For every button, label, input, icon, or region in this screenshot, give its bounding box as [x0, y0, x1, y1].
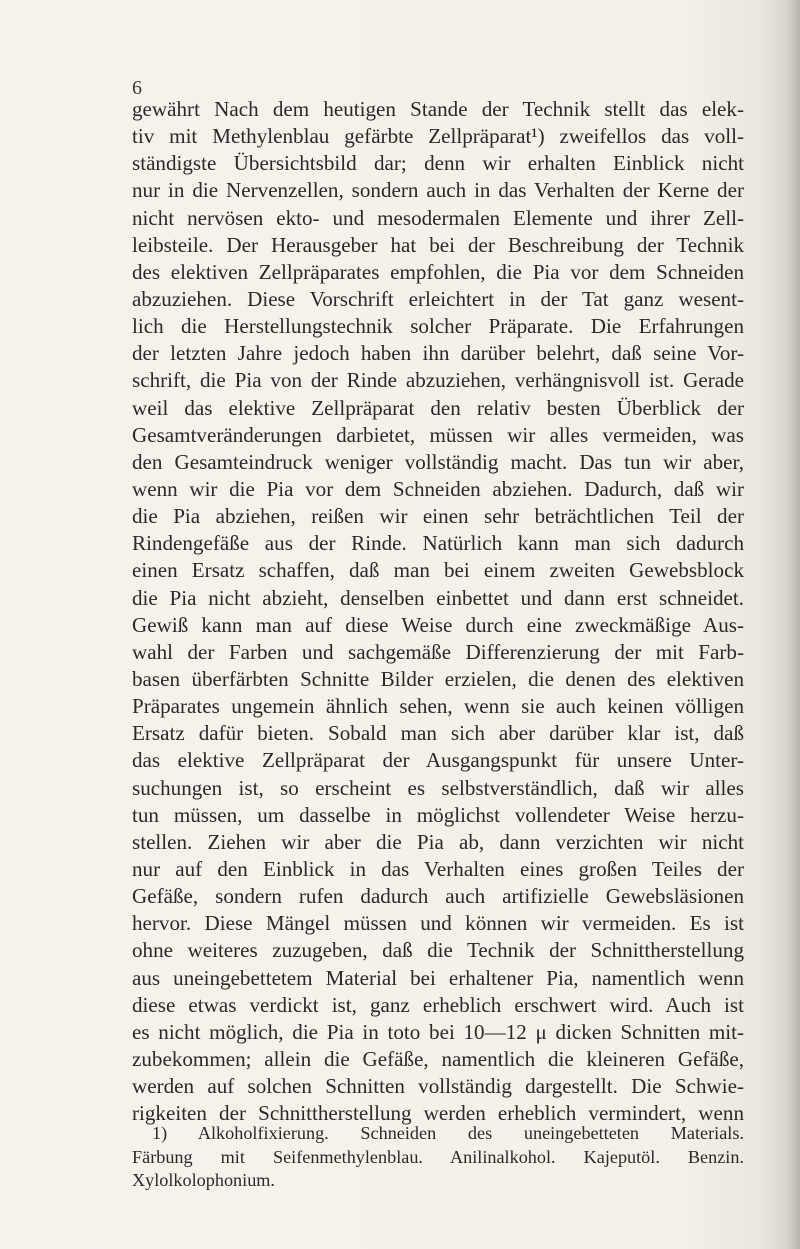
text-line: wenn wir die Pia vor dem Schneiden abziehen. Dadurch, daß wir — [132, 476, 744, 501]
text-line: Präparates ungemein ähnlich sehen, wenn sie auch keinen völligen — [132, 694, 744, 719]
text-line: nur in die Nervenzellen, sondern auch in das Verhalten der Kerne der — [132, 178, 744, 203]
text-line: die Pia nicht abzieht, denselben einbettet und dann erst schneidet. — [132, 585, 744, 610]
text-line: Gewiß kann man auf diese Weise durch eine zweckmäßige Aus- — [132, 612, 744, 637]
text-line: der letzten Jahre jedoch haben ihn darüber belehrt, daß seine Vor- — [132, 341, 744, 366]
text-line: aus uneingebettetem Material bei erhaltener Pia, namentlich wenn — [132, 965, 744, 990]
text-line: nicht nervösen ekto- und mesodermalen Elemente und ihrer Zell- — [132, 205, 744, 230]
page-edge-shadow — [786, 0, 800, 1249]
text-line: gewährt Nach dem heutigen Stande der Technik stellt das elek- — [132, 97, 744, 121]
text-line: werden auf solchen Schnitten vollständig dargestellt. Die Schwie- — [132, 1074, 744, 1099]
text-line: suchungen ist, so erscheint es selbstverständlich, daß wir alles — [132, 775, 744, 800]
text-line: wahl der Farben und sachgemäße Differenzierung der mit Farb- — [132, 639, 744, 664]
text-line: Ersatz dafür bieten. Sobald man sich aber darüber klar ist, daß — [132, 721, 744, 746]
text-line: weil das elektive Zellpräparat den relativ besten Überblick der — [132, 395, 744, 420]
text-line: zubekommen; allein die Gefäße, namentlich die kleineren Gefäße, — [132, 1046, 744, 1071]
text-line: tun müssen, um dasselbe in möglichst vollendeter Weise herzu- — [132, 802, 744, 827]
footnote — [132, 1122, 744, 1193]
text-line: nur auf den Einblick in das Verhalten eines großen Teiles der — [132, 856, 744, 881]
text-line: den Gesamteindruck weniger vollständig macht. Das tun wir aber, — [132, 449, 744, 474]
body-text — [132, 96, 744, 1127]
text-line: leibsteile. Der Herausgeber hat bei der Beschreibung der Technik — [132, 232, 744, 257]
text-line: ohne weiteres zuzugeben, daß die Technik der Schnittherstellung — [132, 938, 744, 963]
text-line: basen überfärbten Schnitte Bilder erzielen, die denen des elektiven — [132, 666, 744, 691]
text-line: lich die Herstellungstechnik solcher Präparate. Die Erfahrungen — [132, 314, 744, 339]
text-line: rigkeiten der Schnittherstellung werden erheblich vermindert, wenn — [132, 1101, 744, 1126]
text-line: diese etwas verdickt ist, ganz erheblich erschwert wird. Auch ist — [132, 992, 744, 1017]
footnote-line: Färbung mit Seifenmethylenblau. Anilinalkohol. Kajeputöl. Benzin. — [132, 1146, 744, 1167]
text-line: einen Ersatz schaffen, daß man bei einem zweiten Gewebsblock — [132, 558, 744, 583]
text-line: Gefäße, sondern rufen dadurch auch artifizielle Gewebsläsionen — [132, 884, 744, 909]
footnote-line: 1) Alkoholfixierung. Schneiden des uneingebetteten Materials. — [152, 1123, 744, 1143]
text-line: Gesamtveränderungen darbietet, müssen wir alles vermeiden, was — [132, 422, 744, 447]
page-number: 6 — [132, 77, 142, 99]
footnote-line: Xylolkolophonium. — [132, 1170, 275, 1190]
text-line: schrift, die Pia von der Rinde abzuziehen, verhängnisvoll ist. Gerade — [132, 368, 744, 393]
text-line: des elektiven Zellpräparates empfohlen, die Pia vor dem Schneiden — [132, 259, 744, 284]
text-line: es nicht möglich, die Pia in toto bei 10—12 μ dicken Schnitten mit- — [132, 1019, 744, 1044]
text-line: die Pia abziehen, reißen wir einen sehr beträchtlichen Teil der — [132, 504, 744, 529]
text-line: stellen. Ziehen wir aber die Pia ab, dann verzichten wir nicht — [132, 829, 744, 854]
text-line: ständigste Übersichtsbild dar; denn wir erhalten Einblick nicht — [132, 151, 744, 176]
text-line: abzuziehen. Diese Vorschrift erleichtert in der Tat ganz wesent- — [132, 286, 744, 311]
text-line: Rindengefäße aus der Rinde. Natürlich kann man sich dadurch — [132, 531, 744, 556]
text-line: das elektive Zellpräparat der Ausgangspunkt für unsere Unter- — [132, 748, 744, 773]
text-line: hervor. Diese Mängel müssen und können wir vermeiden. Es ist — [132, 911, 744, 936]
text-line: tiv mit Methylenblau gefärbte Zellpräparat¹) zweifellos das voll- — [132, 124, 744, 149]
